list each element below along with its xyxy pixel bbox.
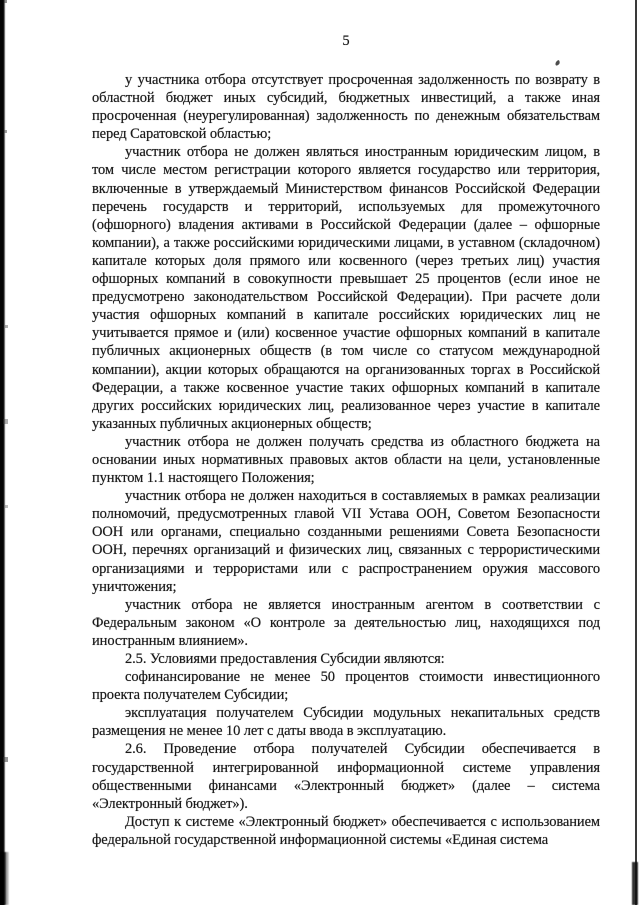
scan-right-bottom-smudge [632,862,638,905]
paragraph-overdue-debt: у участника отбора отсутствует просроченная задолженность по возврату в областной бюджет иных субсидий, бюджетных инвестиций, а также иная просроченная (неурегулированная) задолженность по денежным обязательствам перед Саратовской областью; [92,72,600,143]
paragraph-cofinancing: софинансирование не менее 50 процентов стоимости инвестиционного проекта получателем Субсидии; [92,669,600,704]
page-number: 5 [342,33,350,49]
ink-speck [555,60,560,67]
paragraph-un-security-lists: участник отбора не должен находиться в составляемых в рамках реализации полномочий, предусмотренных главой VII Устава ООН, Советом Безопасности ООН или органами, специально созданными решениями Совета Безопасности ООН, перечнях организаций и физических лиц, связанных с террористическими организациями и террористами или с распространением оружия массового уничтожения; [92,488,600,595]
paragraph-foreign-legal-entity: участник отбора не должен являться иностранным юридическим лицом, в том числе местом регистрации которого является государство или территория, включенные в утверждаемый Министерством финансов Российской Федерации перечень государств и территорий, используемых для промежуточного (офшорного) владения активами в Российской Федерации (далее – офшорные компании), а также российскими юридическими лицами, в уставном (складочном) капитале которых доля прямого или косвенного (через третьих лиц) участия офшорных компаний в совокупности превышает 25 процентов (если иное не предусмотрено законодательством Российской Федерации). При расчете доли участия офшорных компаний в капитале российских юридических лиц не учитывается прямое и (или) косвенное участие офшорных компаний в капитале публичных акционерных обществ (в том числе со статусом международной компании), акции которых обращаются на организованных торгах в Российской Федерации, а также косвенное участие таких офшорных компаний в капитале других российских юридических лиц, реализованное через участие в капитале указанных публичных акционерных обществ; [92,144,600,432]
paragraph-access-esia: Доступ к системе «Электронный бюджет» обеспечивается с использованием федеральной государственной информационной системы «Единая система [92,813,600,848]
paragraph-operation-period: эксплуатация получателем Субсидии модульных некапитальных средств размещения не менее 10 лет с даты ввода в эксплуатацию. [92,705,600,740]
paragraph-2-5-conditions: 2.5. Условиями предоставления Субсидии являются: [125,651,445,667]
scan-left-edge-bar [0,0,6,905]
scan-left-edge-specks [4,0,7,3]
paragraph-other-budget-funds: участник отбора не должен получать средства из областного бюджета на основании иных нормативных правовых актов области на цели, установленные пунктом 1.1 настоящего Положения; [92,433,600,487]
scan-left-bottom-smudge [0,852,9,905]
paragraph-2-6-electronic-budget: 2.6. Проведение отбора получателей Субсидии обеспечивается в государственной интегрированной информационной системе управления общественными финансами «Электронный бюджет» (далее – система «Электронный бюджет»). [92,741,600,812]
document-text [92,71,600,849]
paragraph-foreign-agent: участник отбора не является иностранным агентом в соответствии с Федеральным законом «О контроле за деятельностью лиц, находящихся под иностранным влиянием». [92,596,600,649]
scan-right-edge-line [635,0,637,905]
